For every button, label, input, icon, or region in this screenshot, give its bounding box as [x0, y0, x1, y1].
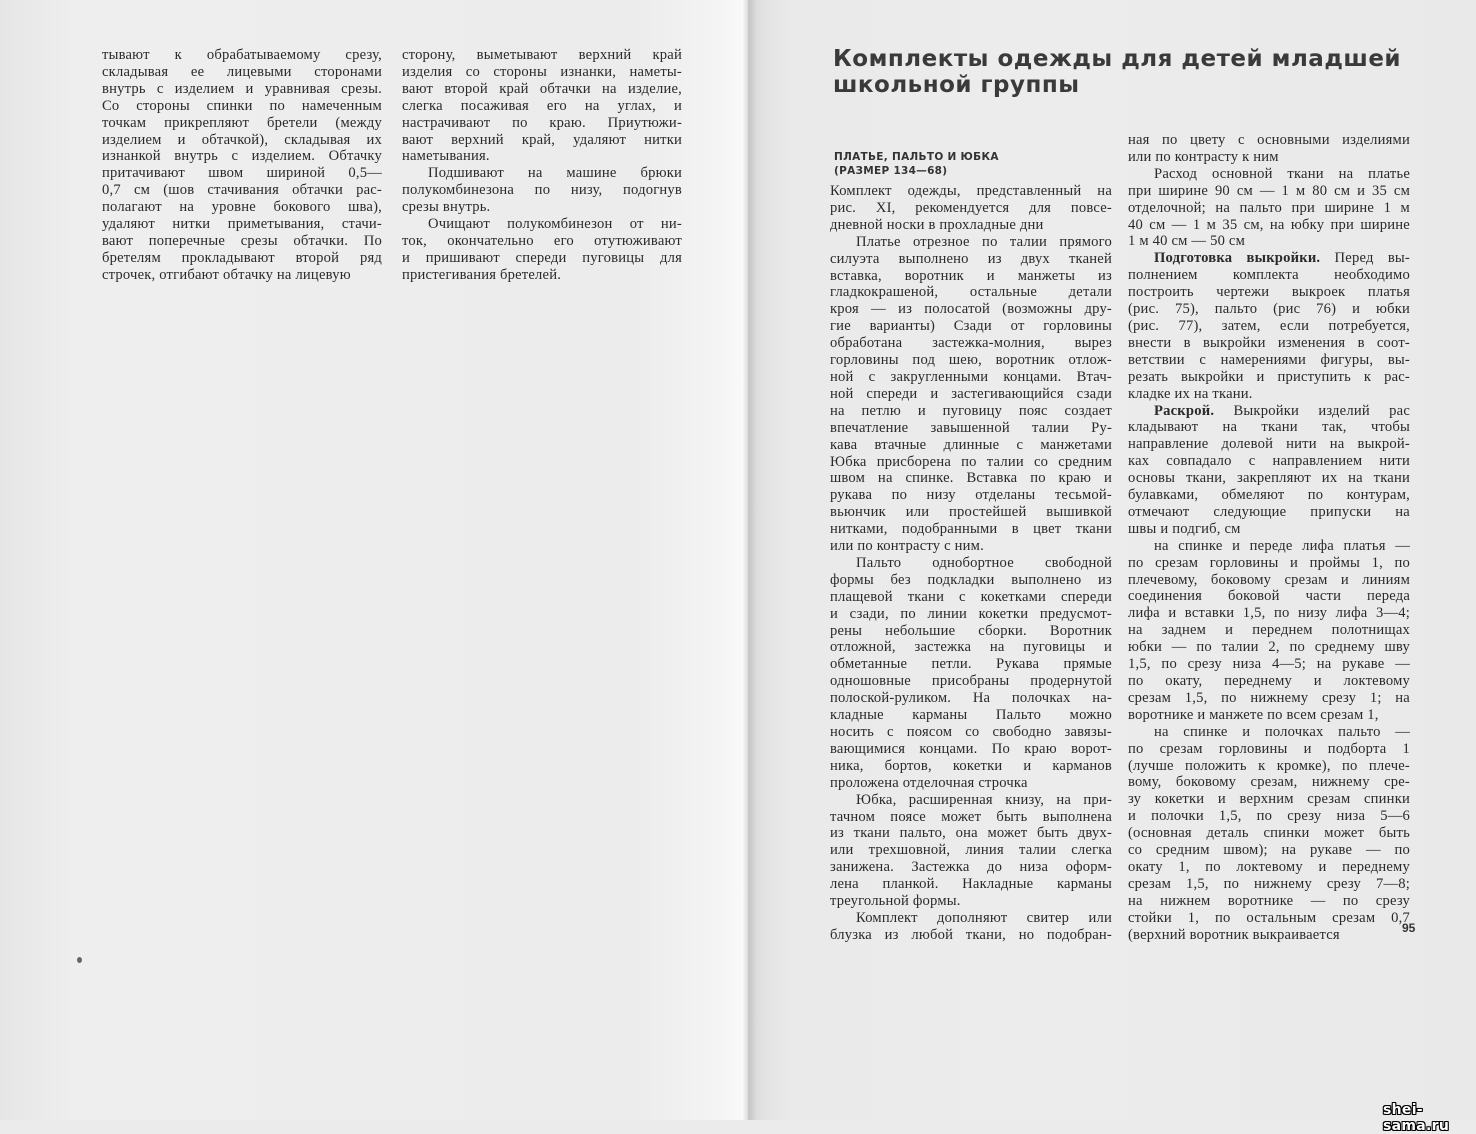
subheading-line-1: ПЛАТЬЕ, ПАЛЬТО И ЮБКА — [834, 151, 999, 163]
text-line: Подшивают на машине брюки — [428, 165, 682, 182]
text-line: плечевому, боковому срезам и линиям — [1128, 571, 1410, 588]
text-line: силуэта выполнено из двух тканей — [830, 250, 1112, 267]
text-line: обработана застежка-молния, вырез — [830, 335, 1112, 352]
text-line: на петлю и пуговицу пояс создает — [830, 402, 1112, 419]
text-line: вают верхний край, удаляют нитки — [402, 131, 682, 148]
text-line: юбки — по талии 2, по среднему шву — [1128, 639, 1410, 656]
text-line: основы ткани, закрепляют их на ткани — [1128, 470, 1410, 487]
text-line: внести в выкройки изменения в соот- — [1128, 334, 1410, 351]
text-line: 1 м 40 см — 50 см — [1128, 233, 1246, 250]
text-line: Очищают полукомбинезон от ни- — [428, 216, 682, 233]
text-line: отложной, застежка на пуговицы и — [830, 639, 1112, 656]
text-line: слегка посаживая его на углах, и — [402, 97, 682, 114]
text-line: полукомбинезона по низу, подогнув — [402, 182, 682, 199]
text-line: складывая ее лицевыми сторонами — [102, 63, 382, 80]
text-line: Платье отрезное по талии прямого — [856, 233, 1112, 250]
text-line: резать выкройки и приступить к рас- — [1128, 368, 1410, 385]
text-line: окату 1, по локтевому и переднему — [1128, 858, 1410, 875]
text-line: срезы внутрь. — [402, 199, 491, 216]
text-line: бретелям прокладывают второй ряд — [102, 249, 382, 266]
text-line: при ширине 90 см — 1 м 80 см и 35 см — [1128, 182, 1410, 199]
text-line: на спинке и полочках пальто — — [1154, 723, 1410, 740]
text-line: Комплект дополняют свитер или — [856, 909, 1112, 926]
text-line: (рис. 77), затем, если потребуется, — [1128, 317, 1410, 334]
right-column-2 — [1128, 132, 1410, 944]
text-line: дневной носки в прохладные дни — [830, 216, 1044, 233]
text-line: изнанкой внутрь с изделием. Обтачку — [102, 148, 382, 165]
text-line: воротнике и манжете по всем срезам 1, — [1128, 706, 1379, 723]
text-line: со средним швом); на рукаве — по — [1128, 842, 1410, 859]
text-line: швом на спинке. Вставка по краю и — [830, 470, 1112, 487]
text-line: Со стороны спинки по намеченным — [102, 97, 382, 114]
text-line: и пришивают спереди пуговицы для — [402, 249, 682, 266]
text-line: Подготовка выкройки. Перед вы- — [1154, 250, 1410, 267]
watermark: shei-sama.ru — [1383, 1102, 1450, 1134]
text-line: вьюнчик или простейшей вышивкой — [830, 504, 1112, 521]
text-line: Комплект одежды, представленный на — [830, 183, 1112, 199]
text-line: или трехшовной, линия талии слегка — [830, 842, 1112, 859]
text-line: Юбка, расширенная книзу, на при- — [856, 791, 1112, 808]
text-line: внутрь с изделием и уравнивая срезы. — [102, 80, 382, 97]
text-line: кладные карманы Пальто можно — [830, 707, 1112, 724]
text-line: направление долевой нити на выкрой- — [1128, 436, 1410, 453]
text-line: зу кокетки и верхним срезам спинки — [1128, 791, 1410, 808]
subheading-line-2: (РАЗМЕР 134—68) — [834, 165, 948, 177]
text-line: полагают на уровне бокового шва), — [102, 199, 382, 216]
text-line: ной спереди и застегивающийся сзади — [830, 385, 1112, 402]
text-line: срезам 1,5, по нижнему срезу 7—8; — [1128, 875, 1410, 892]
page-number: 95 — [1402, 921, 1416, 935]
text-line: (рис. 75), пальто (рис 76) и юбки — [1128, 301, 1410, 318]
text-line: треугольной формы. — [830, 893, 961, 910]
text-line: швы и подгиб, см — [1128, 520, 1241, 537]
text-line: полоской-руликом. На полочках на- — [830, 690, 1112, 707]
text-line: гие варианты) Сзади от горловины — [830, 318, 1112, 335]
text-line: вающимися концами. По краю ворот- — [830, 740, 1112, 757]
chapter-title — [833, 46, 1401, 98]
text-line: на нижнем воротнике — по срезу — [1128, 892, 1410, 909]
text-line: вставка, воротник и манжеты из — [830, 267, 1112, 284]
text-line: по срезам горловины и подборта 1 — [1128, 740, 1410, 757]
text-line: наметывания. — [402, 148, 490, 165]
text-line: булавками, обмеляют по контурам, — [1128, 487, 1410, 504]
text-line: точкам прикрепляют бретели (между — [102, 114, 382, 131]
text-line: по окату, переднему и локтевому — [1128, 673, 1410, 689]
text-line: (основная деталь спинки может быть — [1128, 825, 1410, 842]
text-line: построить чертежи выкроек платья — [1128, 284, 1410, 301]
text-line: 0,7 см (шов стачивания обтачки рас- — [102, 182, 382, 199]
text-line: рукава по низу отделаны тесьмой- — [830, 487, 1112, 504]
text-line: ная по цвету с основными изделиями — [1128, 132, 1410, 148]
text-line: (лучше положить к кромке), по плече- — [1128, 757, 1410, 774]
text-line: нитками, подобранными в цвет ткани — [830, 521, 1112, 538]
text-line: вому, боковому срезам, нижнему сре- — [1128, 774, 1410, 791]
text-line: сторону, выметывают верхний край — [402, 47, 682, 63]
text-line: впечатление завышенной талии Ру- — [830, 419, 1112, 436]
ink-speck — [77, 957, 82, 963]
text-line: вают второй край обтачки на изделие, — [402, 80, 682, 97]
text-line: изделия со стороны изнанки, наметы- — [402, 63, 682, 80]
text-line: стойки 1, по остальным срезам 0,7 — [1128, 909, 1410, 926]
text-line: Раскрой. Выкройки изделий рас — [1154, 402, 1410, 419]
chapter-title-line-1: Комплекты одежды для детей младшей — [833, 46, 1402, 72]
text-line: проложена отделочная строчка — [830, 774, 1028, 791]
text-line: или по контрасту к ним — [1128, 148, 1279, 165]
right-column-1 — [830, 183, 1112, 944]
text-line: формы без подкладки выполнено из — [830, 571, 1112, 588]
text-line: обметанные петли. Рукава прямые — [830, 656, 1112, 673]
text-line: Пальто однобортное свободной — [856, 554, 1112, 571]
text-line: притачивают швом шириной 0,5— — [102, 165, 382, 182]
text-line: по срезам горловины и проймы 1, по — [1128, 554, 1410, 571]
text-line: гладкокрашеной, остальные детали — [830, 284, 1112, 301]
text-line: пристегивания бретелей. — [402, 266, 562, 283]
text-line: вают поперечные срезы обтачки. По — [102, 232, 382, 249]
text-line: на спинке и переде лифа платья — — [1154, 537, 1410, 554]
text-line: рис. XI, рекомендуется для повсе- — [830, 199, 1112, 216]
text-line: лифа и вставки 1,5, по низу лифа 3—4; — [1128, 605, 1410, 622]
text-line: кладывают на ткани так, чтобы — [1128, 419, 1410, 436]
text-line: удаляют нитки приметывания, стачи- — [102, 216, 382, 233]
text-line: 1,5, по срезу низа 4—5; на рукаве — — [1128, 656, 1410, 673]
text-line: ной с закругленными концами. Втач- — [830, 368, 1112, 385]
text-line: на заднем и переднем полотнищах — [1128, 622, 1410, 639]
text-line: кладке их на ткани. — [1128, 385, 1253, 402]
text-line: горловины под шею, воротник отлож- — [830, 352, 1112, 369]
text-line: (верхний воротник выкраивается — [1128, 926, 1340, 943]
text-line: носить с поясом со свободно завязы- — [830, 724, 1112, 740]
text-line: ника, бортов, кокетки и карманов — [830, 757, 1112, 774]
chapter-title-line-2: школьной группы — [833, 72, 1080, 98]
text-line: плащевой ткани с кокетками спереди — [830, 588, 1112, 605]
text-line: блузка из любой ткани, но подобран- — [830, 926, 1112, 943]
text-line: и полочки 1,5, по срезу низа 5—6 — [1128, 808, 1410, 825]
left-column-2 — [402, 47, 682, 284]
text-line: отмечают следующие припуски на — [1128, 503, 1410, 520]
text-line: и сзади, по линии кокетки предусмот- — [830, 605, 1112, 622]
text-line: отделочной; на пальто при ширине 1 м — [1128, 199, 1410, 216]
text-line: Расход основной ткани на платье — [1154, 165, 1410, 182]
text-line: тачном поясе может быть выполнена — [830, 808, 1112, 825]
text-line: кроя — из полосатой (возможны дру- — [830, 301, 1112, 318]
text-line: ток, окончательно его отутюживают — [402, 232, 682, 249]
text-line: одношовные присобраны продернутой — [830, 673, 1112, 690]
text-line: настрачивают по краю. Приутюжи- — [402, 114, 682, 131]
text-line: ках совпадало с направлением нити — [1128, 453, 1410, 470]
text-line: изделием и обтачкой), складывая их — [102, 131, 382, 148]
text-line: срезам 1,5, по нижнему срезу 1; на — [1128, 689, 1410, 706]
text-line: ветствии с намерениями фигуры, вы- — [1128, 351, 1410, 368]
text-line: лена планкой. Накладные карманы — [830, 876, 1112, 893]
text-line: полнением комплекта необходимо — [1128, 267, 1410, 284]
text-line: строчек, отгибают обтачку на лицевую — [102, 266, 351, 283]
text-line: занижена. Застежка до низа оформ- — [830, 859, 1112, 876]
text-line: кава втачные длинные с манжетами — [830, 436, 1112, 453]
left-column-1 — [102, 47, 382, 284]
text-line: из ткани пальто, она может быть двух- — [830, 825, 1112, 842]
text-line: соединения боковой части переда — [1128, 588, 1410, 605]
book-spine — [742, 0, 756, 1120]
text-line: тывают к обрабатываемому срезу, — [102, 47, 382, 63]
text-line: 40 см — 1 м 35 см, на юбку при ширине — [1128, 216, 1410, 233]
section-subheading — [834, 150, 999, 178]
text-line: рены небольшие сборки. Воротник — [830, 622, 1112, 639]
text-line: Юбка присборена по талии со средним — [830, 453, 1112, 470]
text-line: или по контрасту с ним. — [830, 538, 984, 555]
